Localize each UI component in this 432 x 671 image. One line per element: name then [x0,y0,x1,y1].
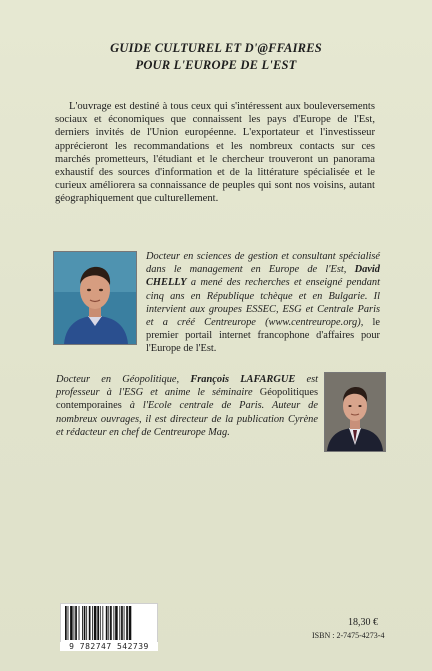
barcode-bar [113,606,114,640]
barcode-bar [102,606,103,640]
barcode-bar [92,606,93,640]
barcode-bar [121,606,123,640]
bio-francois-lafargue [56,373,318,439]
bio1-author-name: David CHELLY [146,264,380,289]
barcode-bar [115,606,118,640]
bio1-text-2: a mené des recherches et enseigné pendant cinq ans en République tchèque et en Bulgarie. Il intervient aux groupes ESSEC, ESG et Centrale Paris et a créé Centreurope (www.centreurope.org), [146,277,380,329]
title-line-2: POUR L'EUROPE DE L'EST [135,58,297,72]
bio-david-chelly [146,250,380,356]
barcode-bar [84,606,86,640]
barcode-bar [70,606,73,640]
barcode-bar [68,606,69,640]
barcode-bar [129,606,132,640]
book-title [0,40,432,74]
barcode-bar [89,606,91,640]
barcode-bar [110,606,112,640]
barcode-bar [86,606,87,640]
bio1-text-1: Docteur en sciences de gestion et consultant spécialisé dans le management en Europe de l'Est, [146,251,380,276]
barcode-bar [108,606,109,640]
title-line-1: GUIDE CULTUREL ET D'@FFAIRES [110,41,322,55]
barcode-bar [82,606,83,640]
barcode-bar [106,606,108,640]
price: 18,30 € [348,617,378,628]
barcode-bar [74,606,75,640]
barcode-bar [100,606,101,640]
bio2-author-name: François LAFARGUE [190,374,296,385]
bio2-seminar-title: Géopolitiques contemporaines [56,387,318,412]
author-photo-david-chelly [53,251,137,345]
barcode [60,603,158,643]
author-photo-francois-lafargue [324,372,386,452]
barcode-bar [94,606,97,640]
barcode-bar [65,606,67,640]
barcode-bar [75,606,77,640]
barcode-bar [97,606,99,640]
bio1-text-3: le premier portail internet francophone d'affaires pour l'Europe de l'Est. [146,317,380,355]
bio2-text-1: Docteur en Géopolitique, [56,374,191,385]
intro-paragraph: L'ouvrage est destiné à tous ceux qui s'intéressent aux bouleversements sociaux et économiques que connaissent les pays d'Europe de l'Est, derniers invités de l'Union européenne. L'exportateur et l'investisseur apprécieront les recommandations et les nombreux contacts sur ces marchés prometteurs, l'étudiant et le chercheur trouveront un panorama exhaustif des sources d'information et de la littérature spécialisée et le curieux améliorera sa connaissance de peuples qui sont nos voisins, autant géographiquement que culturellement. [55,101,375,205]
isbn: ISBN : 2-7475-4273-4 [312,631,385,640]
barcode-bar [126,606,128,640]
bio2-text-3: à l'Ecole centrale de Paris. Auteur de nombreux ouvrages, il est directeur de la publication Cyrène et rédacteur en chef de Centreurope Mag. [56,400,318,438]
barcode-number: 9 782747 542739 [60,642,158,651]
barcode-bar [124,606,125,640]
bio2-text-2: est professeur à l'ESG et anime le séminaire [56,374,319,399]
barcode-bar [119,606,120,640]
barcode-bar [79,606,80,640]
